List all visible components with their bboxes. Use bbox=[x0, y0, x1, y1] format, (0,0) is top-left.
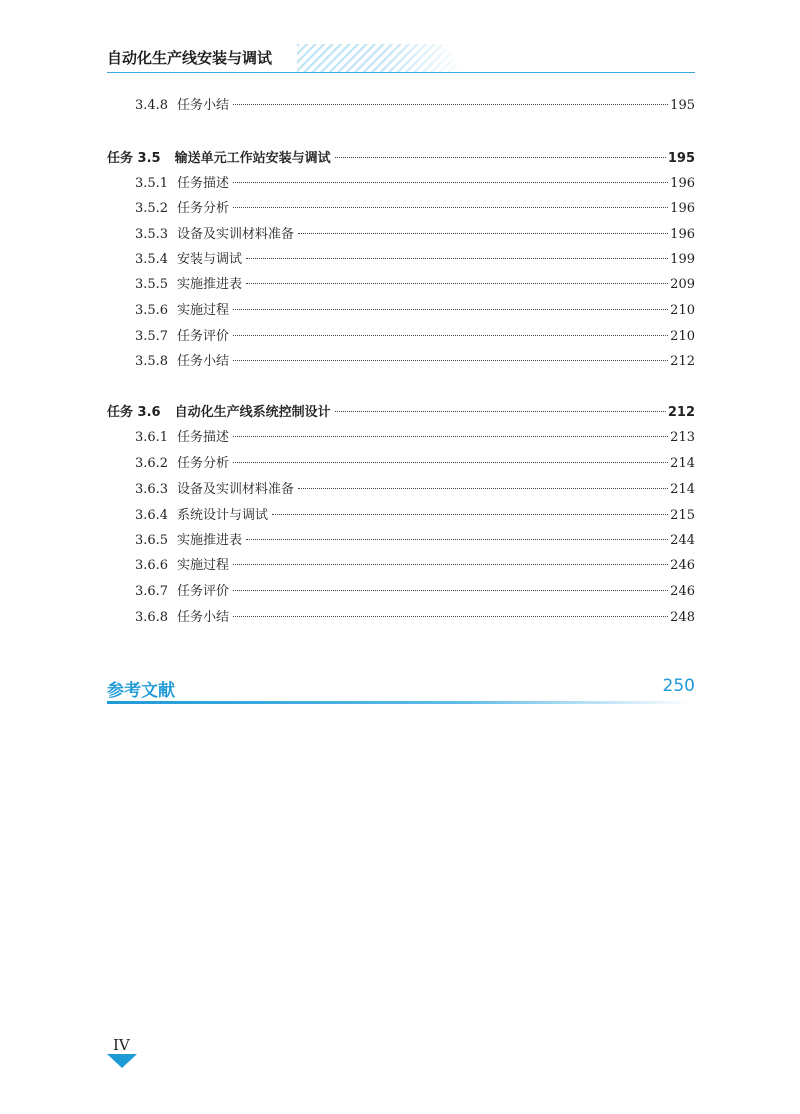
toc-entry-title: 任务评价 bbox=[177, 329, 230, 344]
dot-leader bbox=[233, 309, 668, 310]
dot-leader bbox=[233, 462, 668, 463]
toc-entry-number: 3.6.5 bbox=[135, 533, 169, 548]
toc-task-entry[interactable] bbox=[107, 147, 695, 167]
toc-entry-page: 214 bbox=[670, 482, 695, 497]
toc-entry-title: 实施推进表 bbox=[177, 277, 243, 292]
toc-entry-number: 3.5.3 bbox=[135, 227, 169, 242]
toc-entry-number: 3.5.4 bbox=[135, 252, 169, 267]
toc-entry-number: 3.6.2 bbox=[135, 456, 169, 471]
book-title: 自动化生产线安装与调试 bbox=[107, 49, 273, 67]
toc-entry-page: 215 bbox=[670, 508, 695, 523]
page-number: IV bbox=[113, 1036, 130, 1054]
toc-entry-page: 196 bbox=[670, 176, 695, 191]
dot-leader bbox=[233, 616, 668, 617]
toc-entry-title: 自动化生产线系统控制设计 bbox=[174, 405, 331, 420]
dot-leader bbox=[335, 157, 666, 158]
toc-entry[interactable] bbox=[107, 94, 695, 114]
dot-leader bbox=[298, 488, 668, 489]
references-title: 参考文献 bbox=[107, 681, 175, 701]
toc-entry-title: 任务评价 bbox=[177, 584, 230, 599]
toc-entry[interactable] bbox=[107, 197, 695, 217]
toc-entry[interactable] bbox=[107, 248, 695, 268]
dot-leader bbox=[233, 335, 668, 336]
page-footer bbox=[107, 1036, 141, 1072]
toc-entry-number: 3.6.1 bbox=[135, 430, 169, 445]
toc-entry-page: 210 bbox=[670, 303, 695, 318]
toc-entry-title: 任务小结 bbox=[177, 610, 230, 625]
dot-leader bbox=[233, 182, 668, 183]
toc-entry-title: 任务分析 bbox=[177, 201, 230, 216]
toc-entry-number: 3.5.2 bbox=[135, 201, 169, 216]
toc-entry[interactable] bbox=[107, 606, 695, 626]
toc-entry-number: 3.5.6 bbox=[135, 303, 169, 318]
toc-entry-page: 196 bbox=[670, 227, 695, 242]
toc-entry-page: 209 bbox=[670, 277, 695, 292]
references-underline bbox=[107, 701, 695, 704]
dot-leader bbox=[233, 564, 668, 565]
header-stripe-decoration bbox=[297, 44, 467, 72]
toc-entry-page: 246 bbox=[670, 558, 695, 573]
dot-leader bbox=[233, 207, 668, 208]
dot-leader bbox=[246, 539, 668, 540]
toc-entry-page: 244 bbox=[670, 533, 695, 548]
toc-entry[interactable] bbox=[107, 452, 695, 472]
toc-entry[interactable] bbox=[107, 529, 695, 549]
toc-entry-title: 任务分析 bbox=[177, 456, 230, 471]
toc-entry[interactable] bbox=[107, 325, 695, 345]
toc-entry-number: 任务 3.5 bbox=[107, 151, 161, 166]
toc-entry-title: 实施推进表 bbox=[177, 533, 243, 548]
toc-entry-title: 安装与调试 bbox=[177, 252, 243, 267]
dot-leader bbox=[246, 258, 668, 259]
toc-entry-page: 212 bbox=[667, 405, 695, 420]
toc-entry-title: 设备及实训材料准备 bbox=[177, 227, 295, 242]
toc-entry-page: 195 bbox=[670, 98, 695, 113]
toc-entry-number: 任务 3.6 bbox=[107, 405, 161, 420]
toc-entry-title: 输送单元工作站安装与调试 bbox=[174, 151, 331, 166]
toc-entry-number: 3.6.8 bbox=[135, 610, 169, 625]
toc-entry[interactable] bbox=[107, 350, 695, 370]
toc-entry-number: 3.5.7 bbox=[135, 329, 169, 344]
toc-entry-page: 246 bbox=[670, 584, 695, 599]
toc-entry-number: 3.6.7 bbox=[135, 584, 169, 599]
toc-entry-title: 任务小结 bbox=[177, 354, 230, 369]
toc-entry-number: 3.4.8 bbox=[135, 98, 169, 113]
dot-leader bbox=[298, 233, 668, 234]
dot-leader bbox=[272, 514, 668, 515]
toc-entry[interactable] bbox=[107, 273, 695, 293]
toc-entry-title: 设备及实训材料准备 bbox=[177, 482, 295, 497]
toc-entry-title: 实施过程 bbox=[177, 303, 230, 318]
toc-entry[interactable] bbox=[107, 504, 695, 524]
toc-entry-page: 212 bbox=[670, 354, 695, 369]
toc-entry-title: 任务描述 bbox=[177, 430, 230, 445]
toc-entry-page: 196 bbox=[670, 201, 695, 216]
header-rule bbox=[107, 72, 695, 73]
toc-entry-title: 实施过程 bbox=[177, 558, 230, 573]
references-page: 250 bbox=[662, 676, 695, 696]
dot-leader bbox=[233, 104, 668, 105]
triangle-down-icon bbox=[107, 1054, 137, 1068]
toc-entry-page: 210 bbox=[670, 329, 695, 344]
toc-entry[interactable] bbox=[107, 426, 695, 446]
toc-entry-page: 214 bbox=[670, 456, 695, 471]
toc-entry-title: 任务小结 bbox=[177, 98, 230, 113]
toc-entry[interactable] bbox=[107, 223, 695, 243]
toc-entry-title: 系统设计与调试 bbox=[177, 508, 269, 523]
dot-leader bbox=[233, 360, 668, 361]
toc-entry[interactable] bbox=[107, 172, 695, 192]
toc-entry-number: 3.5.5 bbox=[135, 277, 169, 292]
dot-leader bbox=[246, 283, 668, 284]
dot-leader bbox=[335, 411, 666, 412]
toc-entry-number: 3.6.6 bbox=[135, 558, 169, 573]
toc-entry-page: 248 bbox=[670, 610, 695, 625]
references-entry[interactable] bbox=[107, 676, 695, 706]
toc-entry-page: 195 bbox=[667, 151, 695, 166]
toc-entry[interactable] bbox=[107, 478, 695, 498]
toc-entry[interactable] bbox=[107, 299, 695, 319]
toc-entry-number: 3.5.1 bbox=[135, 176, 169, 191]
toc-entry-page: 213 bbox=[670, 430, 695, 445]
dot-leader bbox=[233, 590, 668, 591]
running-header bbox=[107, 44, 695, 74]
toc-task-entry[interactable] bbox=[107, 401, 695, 421]
toc-entry[interactable] bbox=[107, 580, 695, 600]
toc-entry-page: 199 bbox=[670, 252, 695, 267]
toc-entry[interactable] bbox=[107, 554, 695, 574]
toc-entry-number: 3.6.3 bbox=[135, 482, 169, 497]
toc-entry-number: 3.5.8 bbox=[135, 354, 169, 369]
toc-entry-number: 3.6.4 bbox=[135, 508, 169, 523]
toc-entry-title: 任务描述 bbox=[177, 176, 230, 191]
dot-leader bbox=[233, 436, 668, 437]
